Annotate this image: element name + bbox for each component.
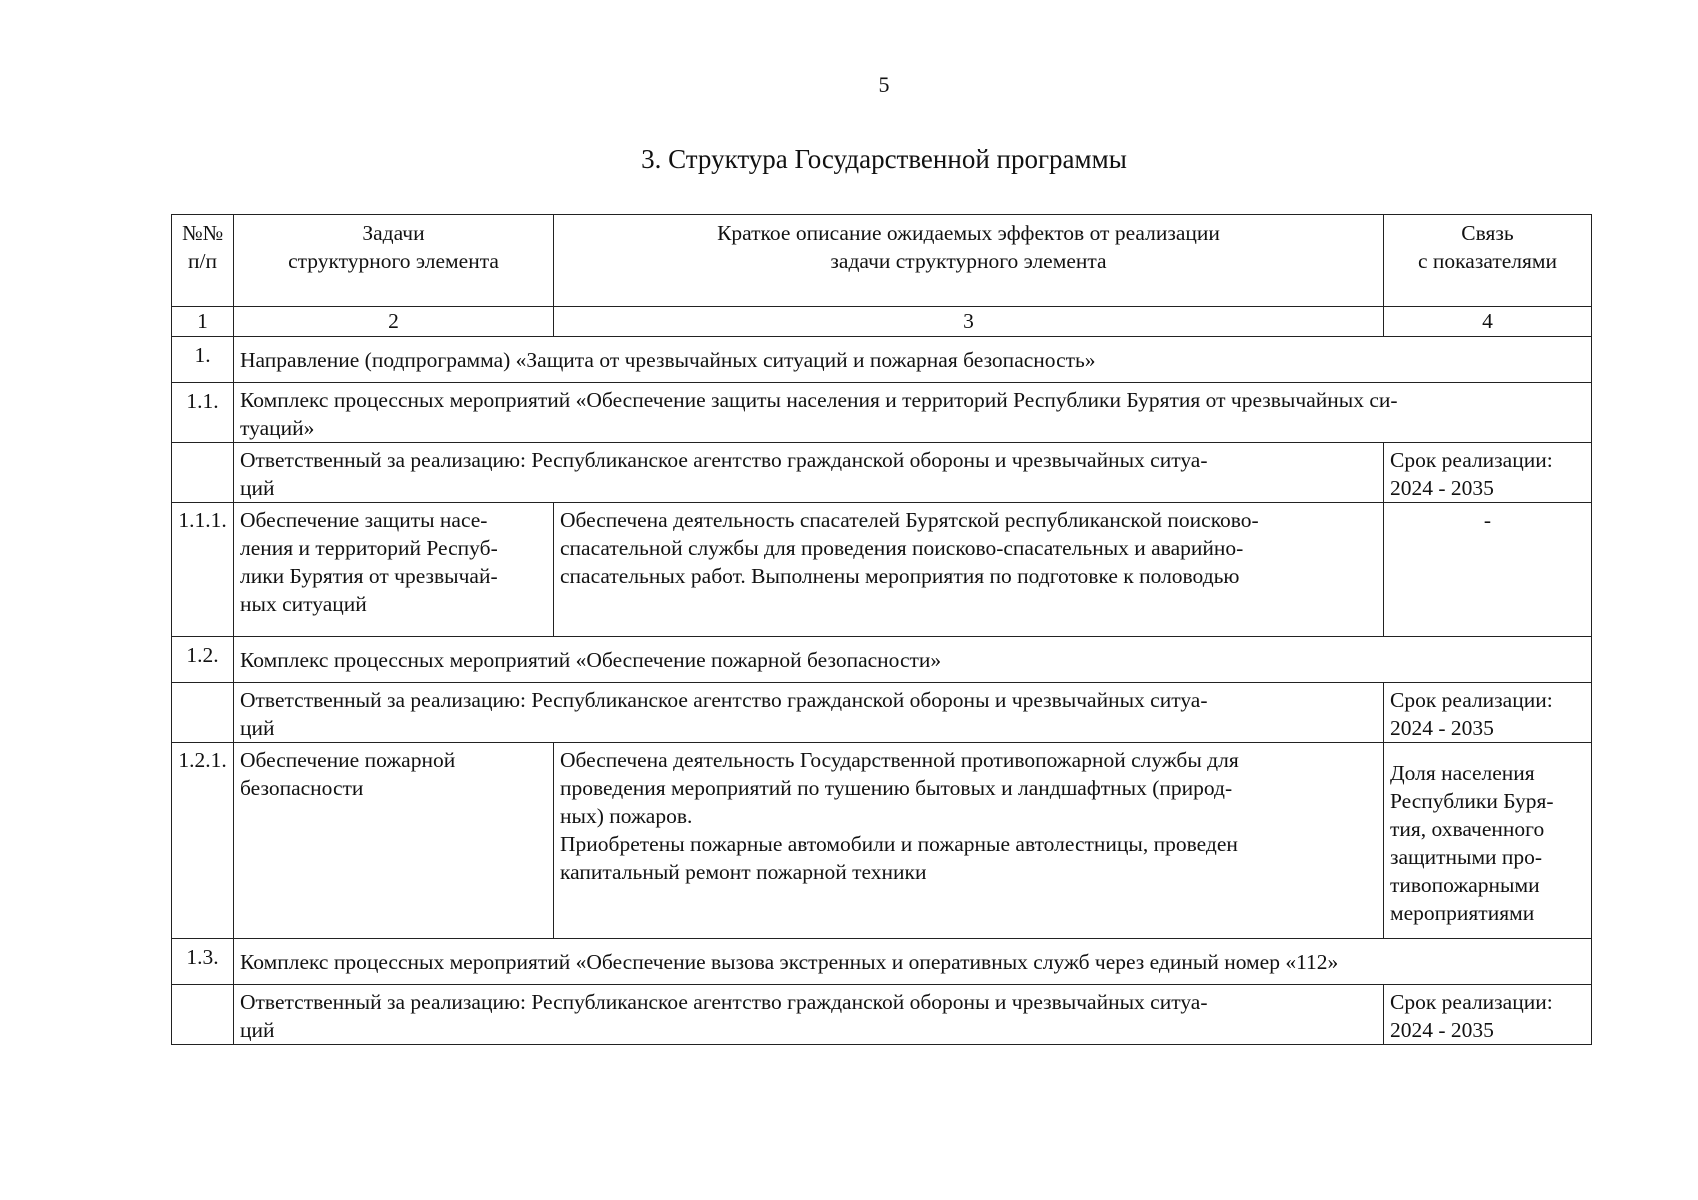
responsible-row-2 <box>172 683 1592 743</box>
header-number: №№ п/п <box>172 215 234 307</box>
empty-cell <box>172 683 234 743</box>
implementation-term: Срок реализации: 2024 - 2035 <box>1384 443 1592 503</box>
complex-text: Комплекс процессных мероприятий «Обеспечение пожарной безопасности» <box>234 637 1592 683</box>
responsible-text: Ответственный за реализацию: Республиканское агентство гражданской обороны и чрезвычайных ситуа- ций <box>234 443 1384 503</box>
responsible-text: Ответственный за реализацию: Республиканское агентство гражданской обороны и чрезвычайных ситуа- ций <box>234 985 1384 1045</box>
row-number: 1.3. <box>172 939 234 985</box>
responsible-row-3 <box>172 985 1592 1045</box>
complex-text: Комплекс процессных мероприятий «Обеспечение защиты населения и территорий Республики Бурятия от чрезвычайных си- туаций» <box>234 383 1592 443</box>
direction-text: Направление (подпрограмма) «Защита от чрезвычайных ситуаций и пожарная безопасность» <box>234 337 1592 383</box>
column-number: 3 <box>554 307 1384 337</box>
row-number: 1.1.1. <box>172 503 234 637</box>
responsible-text: Ответственный за реализацию: Республиканское агентство гражданской обороны и чрезвычайных ситуа- ций <box>234 683 1384 743</box>
header-indicators: Связь с показателями <box>1384 215 1592 307</box>
column-number: 2 <box>234 307 554 337</box>
row-number: 1.2. <box>172 637 234 683</box>
header-effects: Краткое описание ожидаемых эффектов от реализации задачи структурного элемента <box>554 215 1384 307</box>
direction-row <box>172 337 1592 383</box>
column-number: 1 <box>172 307 234 337</box>
row-number: 1. <box>172 337 234 383</box>
complex-row-1-3 <box>172 939 1592 985</box>
effects-text: Обеспечена деятельность спасателей Бурятской республиканской поисково- спасательной службы для проведения поисково-спасательных и аварийно- спасательных работ. Выполнены мероприятия по подготовке к половодью <box>554 503 1384 637</box>
page-number: 5 <box>878 72 890 97</box>
implementation-term: Срок реализации: 2024 - 2035 <box>1384 985 1592 1045</box>
structure-table <box>171 214 1592 1045</box>
responsible-row-1 <box>172 443 1592 503</box>
indicator-text: - <box>1384 503 1592 637</box>
header-tasks: Задачи структурного элемента <box>234 215 554 307</box>
table-header-row <box>172 215 1592 307</box>
column-number-row <box>172 307 1592 337</box>
task-row-1-1-1 <box>172 503 1592 637</box>
row-number: 1.2.1. <box>172 743 234 939</box>
effects-text: Обеспечена деятельность Государственной противопожарной службы для проведения мероприятий по тушению бытовых и ландшафтных (природ- ных) пожаров. Приобретены пожарные автомобили и пожарные автолестницы, проведен капитальный ремонт пожарной техники <box>554 743 1384 939</box>
complex-row-1-1 <box>172 383 1592 443</box>
complex-text: Комплекс процессных мероприятий «Обеспечение вызова экстренных и оперативных служб через единый номер «112» <box>234 939 1592 985</box>
task-text: Обеспечение пожарной безопасности <box>234 743 554 939</box>
task-text: Обеспечение защиты насе- ления и территорий Респуб- лики Бурятия от чрезвычай- ных ситуаций <box>234 503 554 637</box>
complex-row-1-2 <box>172 637 1592 683</box>
column-number: 4 <box>1384 307 1592 337</box>
page-title: 3. Структура Государственной программы <box>641 144 1127 174</box>
empty-cell <box>172 443 234 503</box>
row-number: 1.1. <box>172 383 234 443</box>
task-row-1-2-1 <box>172 743 1592 939</box>
indicator-text: Доля населения Республики Буря- тия, охваченного защитными про- тивопожарными мероприятиями <box>1384 743 1592 939</box>
empty-cell <box>172 985 234 1045</box>
implementation-term: Срок реализации: 2024 - 2035 <box>1384 683 1592 743</box>
